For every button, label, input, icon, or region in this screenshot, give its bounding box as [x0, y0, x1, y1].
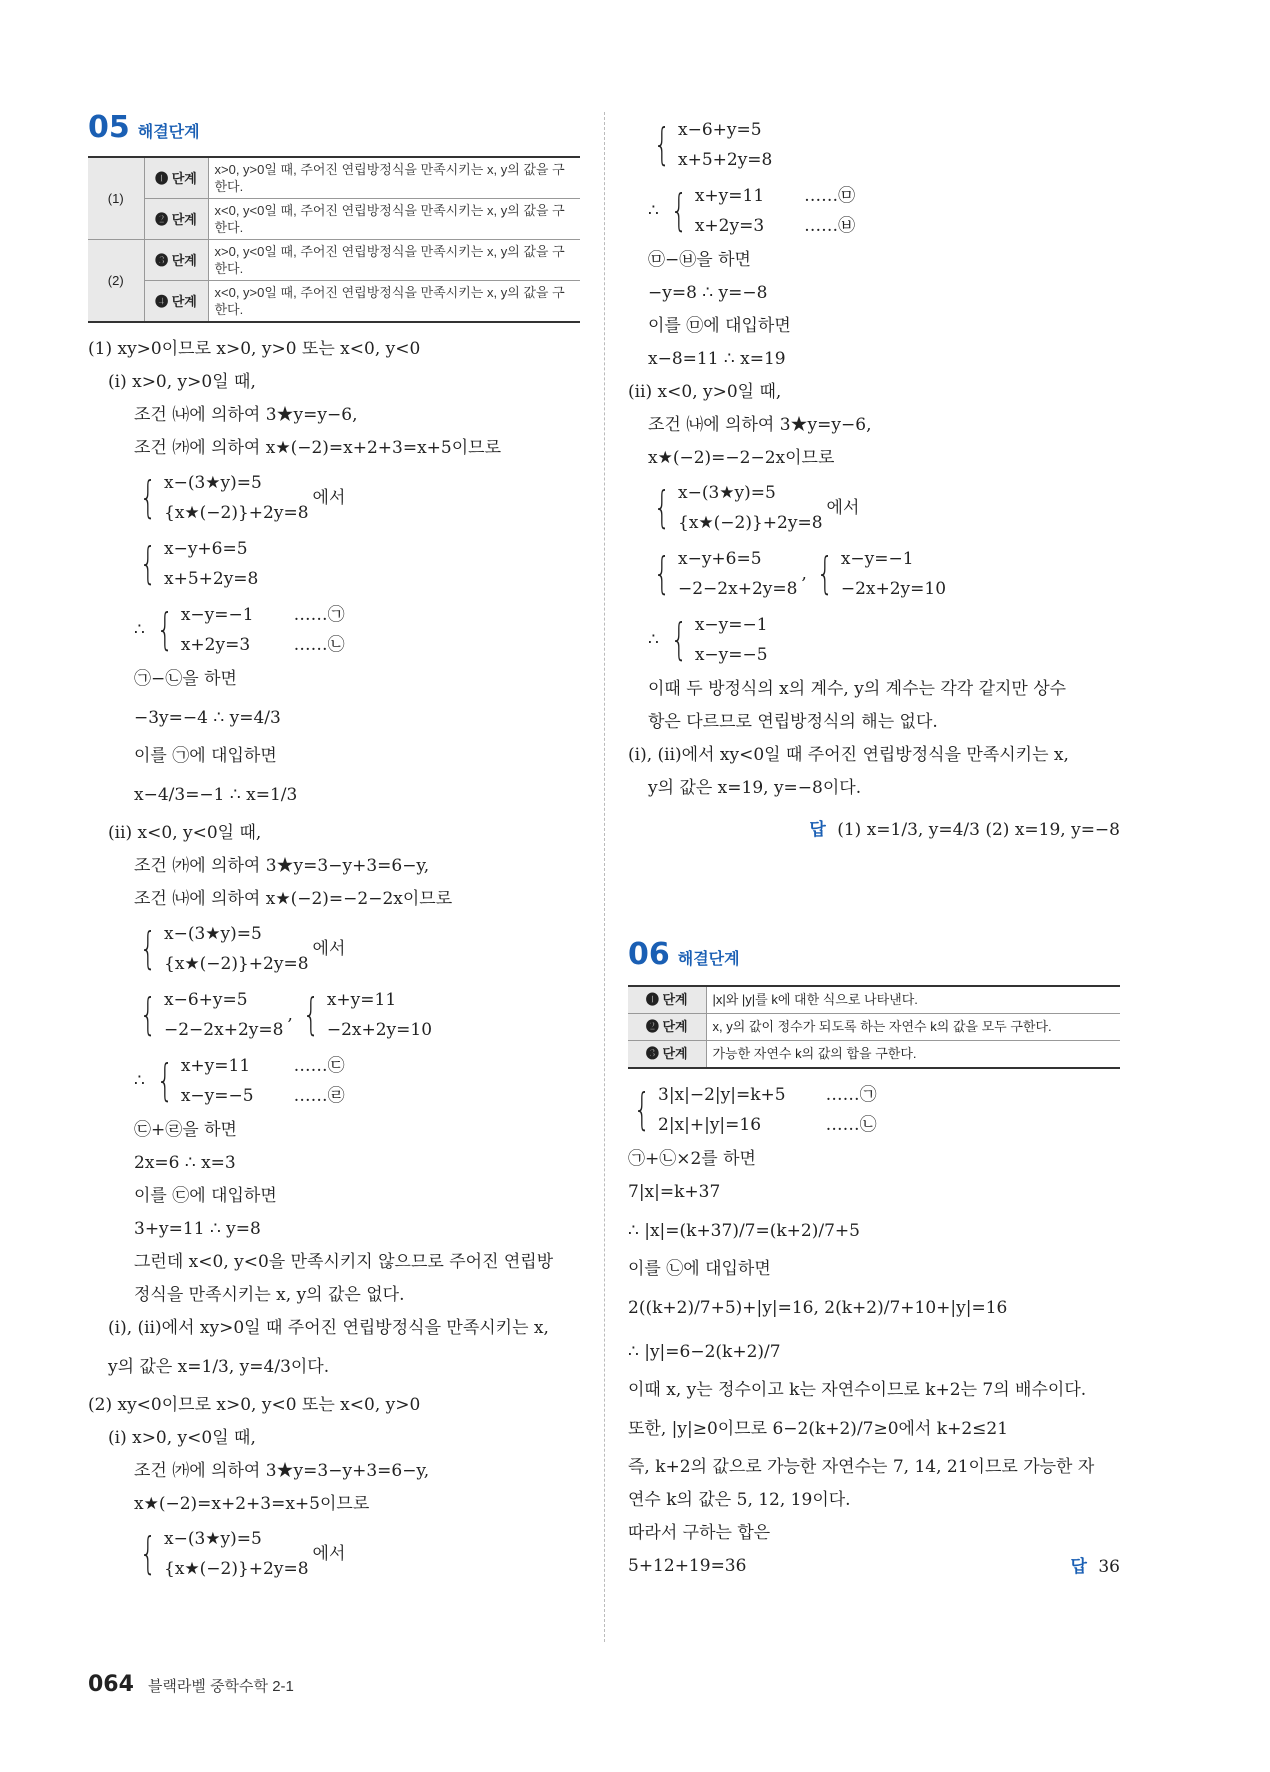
text-line: 조건 ㈎에 의하여 3★y=3−y+3=6−y,	[134, 856, 430, 876]
equation: x−(3★y)=5	[164, 924, 262, 944]
step-label: ❹ 단계	[144, 281, 208, 323]
therefore-symbol: ∴	[648, 629, 659, 650]
text-line: 에서	[312, 487, 346, 508]
text-line: (ⅱ) x<0, y<0일 때,	[108, 823, 262, 843]
brace: {	[653, 482, 671, 533]
equation-system	[628, 1077, 1120, 1143]
equation-system	[628, 112, 1120, 178]
step-label: ❸ 단계	[144, 240, 208, 281]
text-line: 이를 ㉤에 대입하면	[648, 316, 791, 336]
text-line: 조건 ㈎에 의하여 x★(−2)=x+2+3=x+5이므로	[134, 438, 502, 458]
column-divider	[604, 112, 605, 1642]
step-label: ❶ 단계	[628, 986, 706, 1014]
brace: {	[633, 1084, 651, 1135]
brace: {	[302, 989, 320, 1040]
text-line: 항은 다르므로 연립방정식의 해는 없다.	[648, 712, 938, 732]
text-line: (1) xy>0이므로 x>0, y>0 또는 x<0, y<0	[88, 339, 421, 359]
equation: {x★(−2)}+2y=8	[164, 1559, 309, 1579]
step-desc: x>0, y>0일 때, 주어진 연립방정식을 만족시키는 x, y의 값을 구한다.	[208, 157, 580, 199]
brace: {	[139, 538, 157, 589]
solution-06	[628, 1077, 1120, 1583]
book-title: 블랙라벨 중학수학 2-1	[147, 1678, 294, 1695]
equation: x−y=−5	[694, 645, 768, 665]
equation: 2|x|+|y|=16	[658, 1115, 762, 1135]
brace: {	[653, 119, 671, 170]
equation-tag: ……㉥	[804, 216, 856, 236]
text-line: (ⅱ) x<0, y>0일 때,	[628, 382, 782, 402]
equation: {x★(−2)}+2y=8	[678, 513, 823, 533]
equation-system	[88, 531, 580, 597]
text-line: 에서	[312, 938, 346, 959]
equation-tag: ……㉣	[293, 1086, 345, 1106]
equation: −2−2x+2y=8	[164, 1020, 284, 1040]
equation-system	[628, 607, 1120, 673]
answer-label: 답	[1070, 1557, 1087, 1576]
text-line: 따라서 구하는 합은	[628, 1523, 771, 1543]
text-line: 이를 ㉡에 대입하면	[628, 1259, 771, 1279]
step-label: ❶ 단계	[144, 157, 208, 199]
brace: {	[139, 989, 157, 1040]
step-label: ❸ 단계	[628, 1041, 706, 1069]
text-line: (ⅰ), (ⅱ)에서 xy<0일 때 주어진 연립방정식을 만족시키는 x,	[628, 745, 1069, 765]
brace: {	[816, 548, 834, 599]
text-line: ㉤−㉥을 하면	[648, 250, 751, 270]
answer-line	[628, 813, 1120, 847]
equation: x+2y=3	[180, 635, 251, 655]
step-label: ❷ 단계	[144, 199, 208, 240]
section-05-header	[88, 110, 580, 156]
equation-tag: ……㉢	[293, 1056, 345, 1076]
solution-steps-table	[628, 985, 1120, 1069]
solution-05-right	[628, 112, 1120, 847]
equation-tag: ……㉡	[293, 635, 345, 655]
equation: 3|x|−2|y|=k+5	[658, 1085, 786, 1105]
equation: x+5+2y=8	[678, 150, 773, 170]
answer-value: 36	[1098, 1557, 1120, 1577]
text-line: x★(−2)=x+2+3=x+5이므로	[134, 1494, 370, 1514]
text-line: 조건 ㈏에 의하여 3★y=y−6,	[648, 415, 872, 435]
brace: {	[156, 1055, 174, 1106]
text-line: 정식을 만족시키는 x, y의 값은 없다.	[134, 1285, 405, 1305]
brace: {	[156, 604, 174, 655]
equation: x+y=11	[326, 990, 397, 1010]
equation: x−6+y=5	[164, 990, 248, 1010]
step-desc: x<0, y<0일 때, 주어진 연립방정식을 만족시키는 x, y의 값을 구한다.	[208, 199, 580, 240]
text-line: 조건 ㈎에 의하여 3★y=3−y+3=6−y,	[134, 1461, 430, 1481]
equation: −2−2x+2y=8	[678, 579, 798, 599]
brace: {	[670, 185, 688, 236]
equation-system	[88, 1521, 580, 1587]
text-line: −y=8 ∴ y=−8	[648, 283, 768, 303]
equation-system: { x−6+y=5 −2−2x+2y=8 , { x+y=11 −2x+2y=10	[88, 982, 580, 1048]
therefore-symbol: ∴	[648, 200, 659, 221]
page-footer	[88, 1672, 294, 1697]
text-line: y의 값은 x=19, y=−8이다.	[648, 778, 862, 798]
left-column	[88, 110, 580, 1587]
text-line: (ⅰ) x>0, y>0일 때,	[108, 372, 256, 392]
text-line: 즉, k+2의 값으로 가능한 자연수는 7, 14, 21이므로 가능한 자	[628, 1457, 1095, 1477]
step-desc: x, y의 값이 정수가 되도록 하는 자연수 k의 값을 모두 구한다.	[706, 1014, 1120, 1041]
equation-tag: ……㉡	[825, 1115, 877, 1135]
solution-steps-table	[88, 156, 580, 323]
section-06-header	[628, 937, 1120, 983]
text-line: 조건 ㈏에 의하여 3★y=y−6,	[134, 405, 358, 425]
section-title: 해결단계	[677, 951, 740, 968]
text-line: (ⅰ), (ⅱ)에서 xy>0일 때 주어진 연립방정식을 만족시키는 x,	[108, 1318, 549, 1338]
equation: x+y=11	[180, 1056, 251, 1076]
brace: {	[139, 472, 157, 523]
equation-system	[88, 1048, 580, 1114]
part-label: (1)	[88, 157, 144, 240]
text-line	[628, 1550, 1120, 1583]
equation: x−6+y=5	[678, 120, 762, 140]
equation: x−(3★y)=5	[678, 483, 776, 503]
text-line: ㉠−㉡을 하면	[134, 669, 237, 689]
equation: x−y=−1	[694, 615, 768, 635]
equation: −2x+2y=10	[326, 1020, 433, 1040]
text-line: (2) xy<0이므로 x>0, y<0 또는 x<0, y>0	[88, 1395, 421, 1415]
equation: x−y+6=5	[164, 539, 248, 559]
equation: x−y=−1	[840, 549, 914, 569]
section-number: 05	[88, 110, 130, 145]
text-line: 2x=6 ∴ x=3	[134, 1153, 236, 1173]
text-line: 이때 x, y는 정수이고 k는 자연수이므로 k+2는 7의 배수이다.	[628, 1380, 1087, 1400]
equation: x+2y=3	[694, 216, 765, 236]
answer-value: (1) x=1/3, y=4/3 (2) x=19, y=−8	[837, 820, 1120, 840]
brace: {	[670, 614, 688, 665]
text-line: 연수 k의 값은 5, 12, 19이다.	[628, 1490, 851, 1510]
step-label: ❷ 단계	[628, 1014, 706, 1041]
step-desc: 가능한 자연수 k의 값의 합을 구한다.	[706, 1041, 1120, 1069]
text-line: −3y=−4 ∴ y=4/3	[134, 708, 281, 728]
text-line: x★(−2)=−2−2x이므로	[648, 448, 835, 468]
equation-system	[628, 475, 1120, 541]
page-number: 064	[88, 1672, 134, 1697]
step-desc: |x|와 |y|를 k에 대한 식으로 나타낸다.	[706, 986, 1120, 1014]
brace: {	[653, 548, 671, 599]
equation: −2x+2y=10	[840, 579, 947, 599]
text-line: 또한, |y|≥0이므로 6−2(k+2)/7≥0에서 k+2≤21	[628, 1419, 1009, 1439]
equation: x−(3★y)=5	[164, 1529, 262, 1549]
answer-line	[1071, 1550, 1120, 1583]
text-line: 에서	[826, 497, 860, 518]
solution-05-left	[88, 333, 580, 1587]
equation: {x★(−2)}+2y=8	[164, 503, 309, 523]
text-line: (ⅰ) x>0, y<0일 때,	[108, 1428, 256, 1448]
text-line: 3+y=11 ∴ y=8	[134, 1219, 261, 1239]
part-label: (2)	[88, 240, 144, 323]
section-number: 06	[628, 937, 670, 972]
answer-label: 답	[809, 820, 826, 839]
step-desc: x<0, y>0일 때, 주어진 연립방정식을 만족시키는 x, y의 값을 구한다.	[208, 281, 580, 323]
text-line: x−4/3=−1 ∴ x=1/3	[134, 785, 298, 805]
equation-system: { x−y+6=5 −2−2x+2y=8 , { x−y=−1 −2x+2y=10	[628, 541, 1120, 607]
text-line: 이를 ㉠에 대입하면	[134, 746, 277, 766]
equation-tag: ……㉠	[825, 1085, 877, 1105]
equation-tag: ……㉠	[293, 605, 345, 625]
step-desc: x>0, y<0일 때, 주어진 연립방정식을 만족시키는 x, y의 값을 구한다.	[208, 240, 580, 281]
equation-tag: ……㉤	[804, 186, 856, 206]
equation: {x★(−2)}+2y=8	[164, 954, 309, 974]
text-line: ∴ |y|=6−2(k+2)/7	[628, 1342, 781, 1362]
text-line: 조건 ㈏에 의하여 x★(−2)=−2−2x이므로	[134, 889, 453, 909]
text-line: y의 값은 x=1/3, y=4/3이다.	[108, 1357, 330, 1377]
text-line: 7|x|=k+37	[628, 1182, 721, 1202]
therefore-symbol: ∴	[134, 1070, 145, 1091]
equation-system	[88, 916, 580, 982]
text-line: x−8=11 ∴ x=19	[648, 349, 786, 369]
text-line: 에서	[312, 1543, 346, 1564]
text-line: 이때 두 방정식의 x의 계수, y의 계수는 각각 같지만 상수	[648, 679, 1067, 699]
text-line: 2((k+2)/7+5)+|y|=16, 2(k+2)/7+10+|y|=16	[628, 1298, 1008, 1318]
equation: x−(3★y)=5	[164, 473, 262, 493]
equation-system	[88, 465, 580, 531]
brace: {	[139, 1528, 157, 1579]
equation: x−y=−5	[180, 1086, 254, 1106]
section-title: 해결단계	[137, 124, 200, 141]
equation-system	[628, 178, 1120, 244]
right-column	[628, 112, 1120, 1583]
equation: x−y=−1	[180, 605, 254, 625]
text-line: 그런데 x<0, y<0을 만족시키지 않으므로 주어진 연립방	[134, 1252, 554, 1272]
equation: x−y+6=5	[678, 549, 762, 569]
text-line: ∴ |x|=(k+37)/7=(k+2)/7+5	[628, 1221, 860, 1241]
text-line: 이를 ㉢에 대입하면	[134, 1186, 277, 1206]
equation-system	[88, 597, 580, 663]
text-line: ㉠+㉡×2를 하면	[628, 1149, 756, 1169]
equation: x+5+2y=8	[164, 569, 259, 589]
brace: {	[139, 923, 157, 974]
therefore-symbol: ∴	[134, 619, 145, 640]
final-sum: 5+12+19=36	[628, 1556, 747, 1576]
equation: x+y=11	[694, 186, 765, 206]
text-line: ㉢+㉣을 하면	[134, 1120, 237, 1140]
